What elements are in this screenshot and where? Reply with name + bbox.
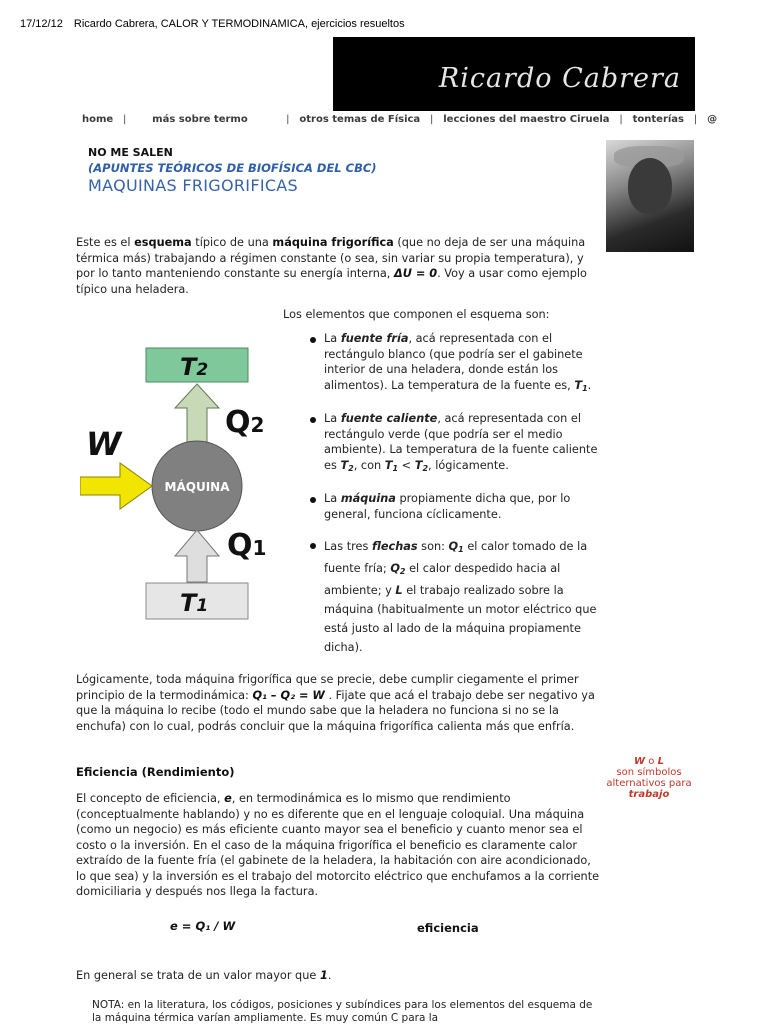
elements-list	[310, 331, 600, 657]
value-one: 1	[319, 969, 328, 982]
list-item: La fuente caliente, acá representada con el rectángulo verde (que podría ser el medio ambiente). La temperatura de la fuente caliente es $T_2$, con $T_1 < T_2$, lógicamente.	[310, 411, 600, 476]
w-arrow	[80, 463, 152, 509]
nav-contact[interactable]: @	[707, 114, 718, 125]
author-photo	[606, 140, 694, 252]
nav-separator: |	[687, 114, 704, 125]
list-item: La fuente fría, acá representada con el rectángulo blanco (que podría ser el gabinete interior de una heladera, donde están los alimentos). La temperatura de la fuente es, $T_1$.	[310, 331, 600, 396]
nav-mas-sobre-termo[interactable]: más sobre termo	[152, 114, 248, 125]
list-item: La máquina propiamente dicha que, por lo general, funciona cíclicamente.	[310, 491, 600, 522]
elements-intro: Los elementos que componen el esquema son:	[283, 308, 550, 321]
efficiency-paragraph: El concepto de eficiencia, e, en termodinámica es lo mismo que rendimiento (conceptualmente hablando) y no es diferente que en el lenguaje coloquial. Una máquina (como un negocio) es más eficiente cuanto mayor sea el beneficio y cuanto menor sea el costo o la inversión. En el caso de la máquina frigorífica el beneficio es claramente calor extraído de la fuente fría (el gabinete de la heladera, la habitación con aire acondicionado, lo que sea) y la inversión es el trabajo del motorcito eléctrico que enchufamos a la corriente domiciliaria y después nos llega la factura.	[76, 792, 600, 898]
efficiency-formula-label: eficiencia	[417, 921, 479, 935]
site-logo: Ricardo Cabrera	[438, 63, 681, 94]
sidenote-l: L	[657, 756, 664, 767]
sidenote-trabajo: trabajo	[628, 789, 670, 800]
nav-home[interactable]: home	[82, 114, 114, 125]
nav-bar	[82, 114, 717, 125]
sidenote-w: W	[634, 756, 646, 767]
refrigerator-diagram	[80, 340, 280, 630]
term-esquema: esquema	[134, 236, 192, 249]
print-date: 17/12/12	[20, 18, 63, 30]
note-paragraph: NOTA: en la literatura, los códigos, posiciones y subíndices para los elementos del esquema de la máquina térmica varían ampliamente. Es muy común C para la	[92, 999, 593, 1024]
general-paragraph: En general se trata de un valor mayor que 1.	[76, 969, 332, 982]
q1-arrow	[175, 530, 219, 582]
delta-u-equation: ΔU = 0	[393, 267, 438, 280]
intro-paragraph: Este es el esquema típico de una máquina frigorífica (que no deja de ser una máquina térmica más) trabajando a régimen constante (o sea, sin variar su propia temperatura), y por lo tanto manteniendo constante su energía interna, ΔU = 0. Voy a usar como ejemplo típico una heladera.	[76, 236, 587, 296]
nav-otros-temas[interactable]: otros temas de Física	[299, 114, 421, 125]
term-maquina: máquina	[340, 492, 396, 505]
efficiency-formula: e = Q₁ / W	[170, 919, 236, 933]
pre-title: NO ME SALEN	[88, 146, 173, 159]
section-heading-efficiency: Eficiencia (Rendimiento)	[76, 765, 235, 779]
photo-head	[628, 158, 672, 214]
term-fuente-fria: fuente fría	[340, 332, 409, 345]
w-label: W	[86, 425, 122, 463]
subtitle: (APUNTES TEÓRICOS DE BIOFÍSICA DEL CBC)	[88, 161, 377, 175]
nav-separator: |	[251, 114, 296, 125]
term-maquina-frigorifica: máquina frigorífica	[272, 236, 394, 249]
side-note: W o L son símbolos alternativos para trabajo	[604, 756, 694, 800]
print-header	[20, 18, 405, 30]
site-banner[interactable]	[333, 37, 695, 111]
nav-lecciones-ciruela[interactable]: lecciones del maestro Ciruela	[443, 114, 610, 125]
q2-label: Q2	[225, 405, 265, 440]
nav-tonterias[interactable]: tonterías	[632, 114, 685, 125]
print-title: Ricardo Cabrera, CALOR Y TERMODINAMICA, ejercicios resueltos	[73, 18, 405, 30]
logic-paragraph: Lógicamente, toda máquina frigorífica que se precie, debe cumplir ciegamente el primer principio de la termodinámica: Q₁ – Q₂ = W . Fijate que acá el trabajo debe ser negativo ya que la máquina lo recibe (todo el mundo sabe que la heladera no funciona si no se la enchufa) con lo cual, podrás concluir que la máquina frigorífica calienta más que enfría.	[76, 673, 595, 733]
symbol-e: e	[224, 792, 232, 805]
nav-separator: |	[613, 114, 630, 125]
t1-label: T1	[180, 589, 209, 617]
term-flechas: flechas	[371, 540, 418, 553]
nav-separator: |	[116, 114, 149, 125]
page-title: MAQUINAS FRIGORIFICAS	[88, 176, 299, 195]
term-fuente-caliente: fuente caliente	[340, 412, 438, 425]
first-law-equation: Q₁ – Q₂ = W	[252, 688, 325, 702]
nav-separator: |	[423, 114, 440, 125]
machine-label: MÁQUINA	[164, 480, 230, 494]
list-item: Las tres flechas son: $Q_1$ el calor tomado de la fuente fría; $Q_2$ el calor despedido hacia al ambiente; y L el trabajo realizado sobre la máquina (habitualmente un motor eléctrico que está justo al lado de la máquina propiamente dicha).	[310, 537, 600, 657]
t2-label: T2	[180, 353, 209, 381]
q1-label: Q1	[227, 528, 267, 563]
sidenote-text: son símbolos alternativos para	[606, 767, 692, 789]
